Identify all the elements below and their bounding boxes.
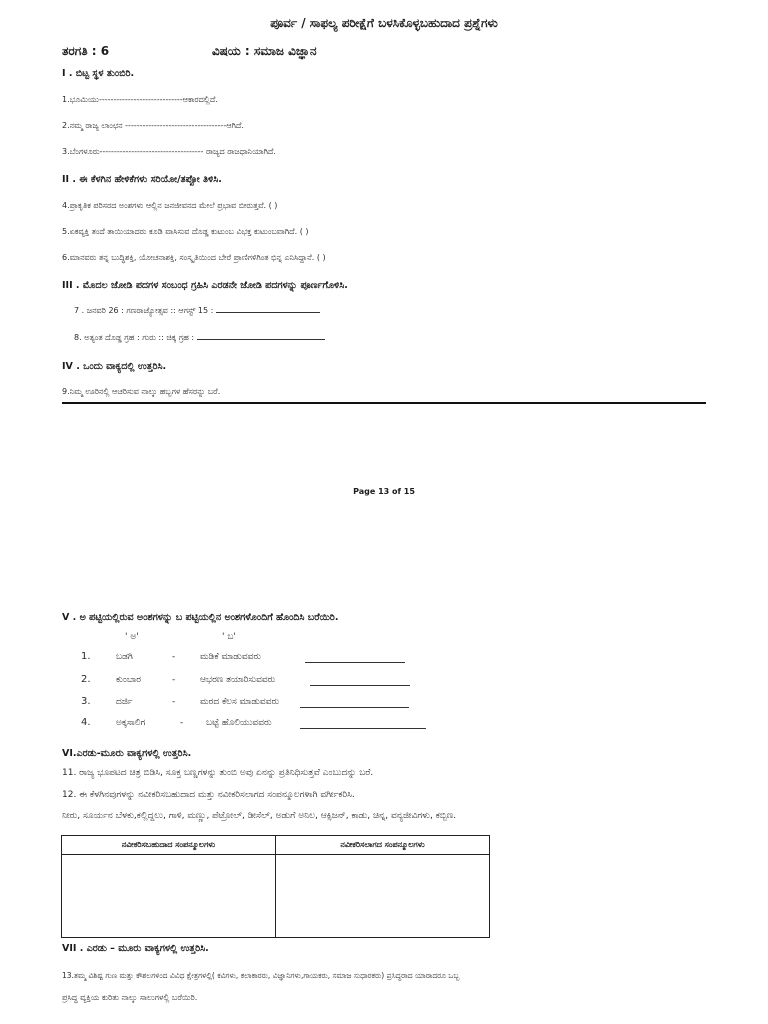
match-row-4-a: ಅಕ್ಕಸಾಲಿಗ: [116, 718, 146, 728]
match-row-2-a: ಕುಂಬಾರ: [116, 675, 141, 685]
section-2-heading: II . ಈ ಕೆಳಗಿನ ಹೇಳಿಕೆಗಳು ಸರಿಯೋ/ತಪ್ಪೋ ತಿಳಿಸಿ.: [62, 174, 222, 185]
class-label: ತರಗತಿ : 6: [62, 44, 110, 58]
question-4: 4.ಪ್ರಾಕೃತಿಕ ಪರಿಸರದ ಅಂಶಗಳು ಆಲ್ಲಿನ ಜನಜೀವನದ ಮೇಲೆ ಪ್ರಭಾವ ಬೀರುತ್ತವೆ. ( ): [62, 201, 278, 210]
match-row-3-dash: -: [172, 697, 176, 707]
nonrenewable-answer-cell[interactable]: [276, 855, 490, 938]
classification-items: ನೀರು, ಸೂರ್ಯನ ಬೆಳಕು,ಕಲ್ಲಿದ್ದಲು, ಗಾಳಿ, ಮಣ್ಣು, ಪೆಟ್ರೋಲ್, ಡೀಸೆಲ್, ಅಡುಗೆ ಅನಿಲ, ಆಕ್ಸಿಜನ್, ಕಾಡು, ಚಿನ್ನ, ವನ್ಯಜೀವಿಗಳು, ಕಬ್ಬಿಣ.: [62, 811, 457, 821]
match-blank-2[interactable]: [310, 684, 410, 686]
match-row-3-b: ಮರದ ಕೆಲಸ ಮಾಡುವವರು: [200, 697, 280, 707]
match-row-4-dash: -: [180, 718, 184, 728]
question-3: 3.ಬೆಂಗಳೂರು------------------------------------ ರಾಜ್ಯದ ರಾಜಧಾನಿಯಾಗಿದೆ.: [62, 147, 276, 156]
answer-blank-7[interactable]: [216, 311, 320, 313]
match-row-4-b: ಬಟ್ಟೆ ಹೊಲಿಯುವವರು: [206, 718, 272, 728]
question-8-text: 8. ಅತ್ಯಂತ ದೊಡ್ಡ ಗ್ರಹ : ಗುರು :: ಚಿಕ್ಕ ಗ್ರಹ :: [74, 333, 195, 342]
question-2: 2.ನಮ್ಮ ರಾಜ್ಯ ಲಾಂಛನ -----------------------------------ಆಗಿದೆ.: [62, 121, 244, 130]
question-7-text: 7 . ಜನವರಿ 26 : ಗಣರಾಜ್ಯೋತ್ಸವ :: ಆಗಸ್ಟ್ 15 :: [74, 306, 214, 315]
match-row-3-a: ದರ್ಜಿ: [116, 697, 133, 707]
column-b-header: ' ಬ': [222, 632, 236, 642]
section-3-heading: III . ಮೊದಲ ಜೋಡಿ ಪದಗಳ ಸಂಬಂಧ ಗ್ರಹಿಸಿ ಎರಡನೇ ಜೋಡಿ ಪದಗಳನ್ನು ಪೂರ್ಣಗೊಳಿಸಿ.: [62, 280, 348, 291]
section-6-heading: VI.ಎರಡು-ಮೂರು ವಾಕ್ಯಗಳಲ್ಲಿ ಉತ್ತರಿಸಿ.: [62, 748, 192, 759]
question-9: 9.ನಿಮ್ಮ ಊರಿನಲ್ಲಿ ಆಚರಿಸುವ ನಾಲ್ಕು ಹಬ್ಬಗಳ ಹೆಸರನ್ನು ಬರೆ.: [62, 387, 221, 396]
section-1-heading: I . ಬಿಟ್ಟ ಸ್ಥಳ ತುಂಬಿರಿ.: [62, 68, 135, 79]
table-header-row: [62, 836, 490, 855]
match-row-1-num: 1.: [81, 651, 91, 662]
match-blank-3[interactable]: [300, 706, 409, 708]
page-number: Page 13 of 15: [353, 487, 415, 496]
match-row-1-b: ಮಡಿಕೆ ಮಾಡುವವರು: [200, 652, 262, 662]
match-row-1-dash: -: [172, 652, 176, 662]
table-header-renewable: ನವೀಕರಿಸಬಹುದಾದ ಸಂಪನ್ಮೂಲಗಳು: [62, 836, 276, 855]
match-blank-4[interactable]: [300, 727, 426, 729]
match-row-3-num: 3.: [81, 696, 91, 707]
question-8: [74, 333, 325, 343]
question-7: [74, 306, 320, 316]
renewable-answer-cell[interactable]: [62, 855, 276, 938]
column-a-header: ' ಅ': [125, 632, 139, 642]
question-13-line-2: ಪ್ರಸಿದ್ಧ ವ್ಯಕ್ತಿಯ ಕುರಿತು ನಾಲ್ಕು ಸಾಲುಗಳಲ್ಲಿ ಬರೆಯಿರಿ.: [62, 993, 198, 1002]
table-header-nonrenewable: ನವೀಕರಿಸಲಾಗದ ಸಂಪನ್ಮೂಲಗಳು: [276, 836, 490, 855]
match-row-4-num: 4.: [81, 717, 91, 728]
section-5-heading: V . ಅ ಪಟ್ಟಿಯಲ್ಲಿರುವ ಅಂಶಗಳನ್ನು ಬ ಪಟ್ಟಿಯಲ್ಲಿನ ಅಂಶಗಳೊಂದಿಗೆ ಹೊಂದಿಸಿ ಬರೆಯಿರಿ.: [62, 612, 339, 623]
table-answer-row: [62, 855, 490, 938]
page-divider: [62, 402, 706, 404]
subject-label: ವಿಷಯ : ಸಮಾಜ ವಿಜ್ಞಾನ: [212, 44, 317, 58]
question-1: 1.ಭೂಮಿಯು-----------------------------ಆಕಾರದಲ್ಲಿದೆ.: [62, 95, 218, 104]
resources-table: [61, 835, 490, 938]
match-blank-1[interactable]: [305, 661, 405, 663]
answer-blank-8[interactable]: [197, 338, 325, 340]
match-row-2-dash: -: [172, 675, 176, 685]
question-5: 5.ಏಕವ್ಯಕ್ತಿ ತಂದೆ ತಾಯಿಯಾದರು ಕೂಡಿ ವಾಸಿಸುವ ದೊಡ್ಡ ಕುಟುಂಬ ವಿಭಕ್ತ ಕುಟುಂಬವಾಗಿದೆ. ( ): [62, 227, 309, 236]
worksheet-title: ಪೂರ್ವ / ಸಾಫಲ್ಯ ಪರೀಕ್ಷೆಗೆ ಬಳಸಿಕೊಳ್ಳಬಹುದಾದ ಪ್ರಶ್ನೆಗಳು: [270, 16, 498, 30]
question-11: 11. ರಾಜ್ಯ ಭೂಪಟದ ಚಿತ್ರ ಬಿಡಿಸಿ, ಸೂಕ್ತ ಬಣ್ಣಗಳನ್ನು ತುಂಬಿ ಅವು ಏನನ್ನು ಪ್ರತಿನಿಧಿಸುತ್ತವೆ ಎಂಬುದನ್ನು ಬರೆ.: [62, 768, 374, 778]
match-row-2-b: ಆಭರಣ ತಯಾರಿಸುವವರು: [200, 675, 276, 685]
section-4-heading: IV . ಒಂದು ವಾಕ್ಯದಲ್ಲಿ ಉತ್ತರಿಸಿ.: [62, 361, 167, 372]
question-13-line-1: 13.ತಮ್ಮ ವಿಶಿಷ್ಟ ಗುಣ ಮತ್ತು ಕೌಶಲಗಳಿಂದ ವಿವಿಧ ಕ್ಷೇತ್ರಗಳಲ್ಲಿ( ಕವಿಗಳು, ಕಲಾಕಾರರು, ವಿಜ್ಞಾನಿಗಳು,ಗಾಯಕರು, ಸಮಾಜ ಸುಧಾರಕರು) ಪ್ರಸಿದ್ಧರಾದ ಯಾರಾದರೂ ಒಬ್ಬ: [62, 971, 460, 980]
match-row-2-num: 2.: [81, 674, 91, 685]
question-6: 6.ಮಾನವರು ತನ್ನ ಬುದ್ಧಿಶಕ್ತಿ, ಯೋಚನಾಶಕ್ತಿ, ಸಂಸ್ಕೃತಿಯಿಂದ ಬೇರೆ ಪ್ರಾಣಿಗಳಿಗಿಂತ ಭಿನ್ನ ಎನಿಸಿದ್ದಾನೆ. ( ): [62, 253, 326, 262]
match-row-1-a: ಬಡಗಿ: [116, 652, 133, 662]
section-7-heading: VII . ಎರಡು – ಮೂರು ವಾಕ್ಯಗಳಲ್ಲಿ ಉತ್ತರಿಸಿ.: [62, 943, 209, 954]
question-12: 12. ಈ ಕೆಳಗಿನವುಗಳನ್ನು ನವೀಕರಿಸಬಹುದಾದ ಮತ್ತು ನವೀಕರಿಸಲಾಗದ ಸಂಪನ್ಮೂಲಗಳಾಗಿ ವರ್ಗೀಕರಿಸಿ.: [62, 790, 355, 800]
